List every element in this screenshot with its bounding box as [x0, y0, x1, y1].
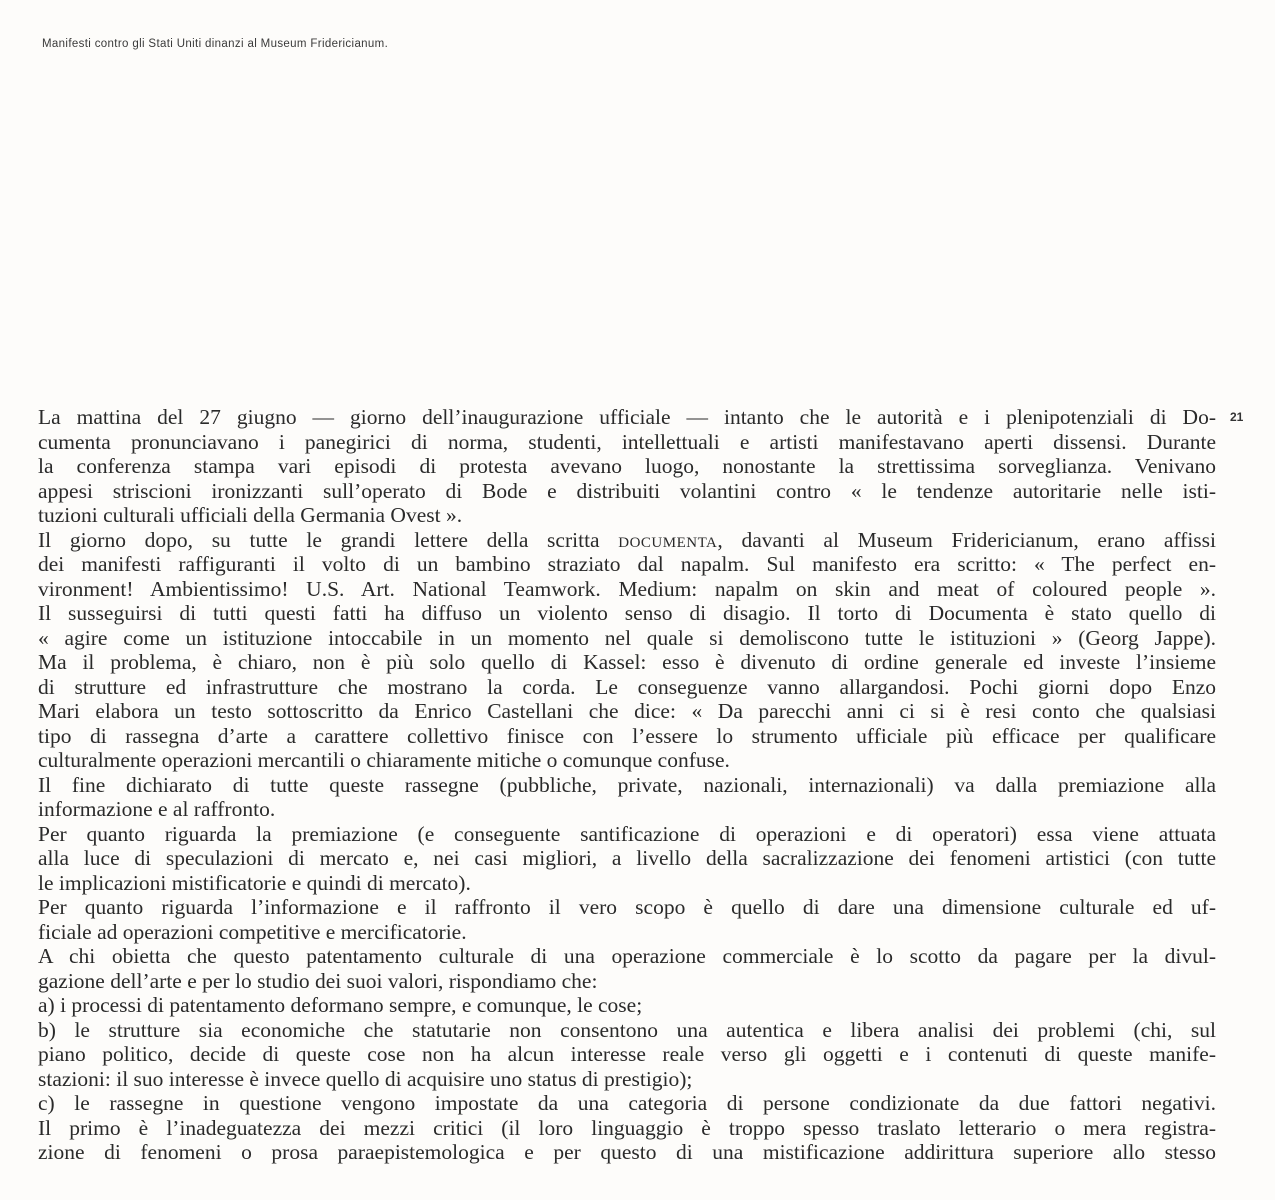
text-line: la conferenza stampa vari episodi di protesta avevano luogo, nonostante la strettissima sorveglianza. Venivano	[38, 454, 1216, 478]
text-line: tuzioni culturali ufficiali della Germania Ovest ».	[38, 503, 463, 527]
text-line	[38, 528, 1216, 553]
text-line: stazioni: il suo interesse è invece quello di acquisire uno status di prestigio);	[38, 1066, 693, 1091]
text-line: b) le strutture sia economiche che statutarie non consentono una autentica e libera analisi dei problemi (chi, sul	[38, 1017, 1216, 1042]
text-line: gazione dell’arte e per lo studio dei suoi valori, rispondiamo che:	[38, 968, 598, 993]
body-text	[38, 405, 1216, 1165]
text-line: dei manifesti raffiguranti il volto di un bambino straziato dal napalm. Sul manifesto era scritto: « The perfect en-	[38, 552, 1216, 576]
text-line: vironment! Ambientissimo! U.S. Art. National Teamwork. Medium: napalm on skin and meat of coloured people ».	[38, 576, 1216, 601]
text-line: alla luce di speculazioni di mercato e, nei casi migliori, a livello della sacralizzazione dei fenomeni artistici (con tutte	[38, 846, 1216, 870]
text-line: « agire come un istituzione intoccabile in un momento nel quale si demoliscono tutte le istituzioni » (Georg Jappe).	[38, 625, 1216, 650]
figure-caption: Manifesti contro gli Stati Uniti dinanzi al Museum Fridericianum.	[42, 38, 389, 50]
text-line: piano politico, decide di queste cose non ha alcun interesse reale verso gli oggetti e i contenuti di queste manife-	[38, 1042, 1216, 1066]
text-line: A chi obietta che questo patentamento culturale di una operazione commerciale è lo scotto da pagare per la divul-	[38, 944, 1216, 968]
text-line: Ma il problema, è chiaro, non è più solo quello di Kassel: esso è divenuto di ordine generale ed investe l’insieme	[38, 650, 1216, 674]
text-line: Il fine dichiarato di tutte queste rassegne (pubbliche, private, nazionali, internazionali) va dalla premiazione alla	[38, 772, 1216, 797]
text-line: Il susseguirsi di tutti questi fatti ha diffuso un violento senso di disagio. Il torto di Documenta è stato quello di	[38, 601, 1216, 625]
text-segment: , davanti al Museum Fridericianum, erano affissi	[717, 527, 1216, 552]
text-line: ficiale ad operazioni competitive e mercificatorie.	[38, 919, 467, 944]
small-caps-word: documenta	[618, 527, 718, 552]
text-line: tipo di rassegna d’arte a carattere collettivo finisce con l’essere lo strumento ufficiale più efficace per qualificare	[38, 723, 1216, 748]
text-line: culturalmente operazioni mercantili o chiaramente mitiche o comunque confuse.	[38, 748, 730, 772]
text-line: Per quanto riguarda l’informazione e il raffronto il vero scopo è quello di dare una dimensione culturale ed uf-	[38, 895, 1216, 919]
text-line: di strutture ed infrastrutture che mostrano la corda. Le conseguenze vanno allargandosi. Pochi giorni dopo Enzo	[38, 674, 1216, 699]
text-line: cumenta pronunciavano i panegirici di norma, studenti, intellettuali e artisti manifestavano aperti dissensi. Durante	[38, 429, 1216, 454]
text-segment: Il giorno dopo, su tutte le grandi lettere della scritta	[38, 527, 619, 552]
text-line: informazione e al raffronto.	[38, 797, 276, 821]
text-line: La mattina del 27 giugno — giorno dell’inaugurazione ufficiale — intanto che le autorità e i plenipotenziali di Do-	[38, 405, 1216, 429]
text-line: zione di fenomeni o prosa paraepistemologica e per questo di una mistificazione addirittura superiore allo stesso	[38, 1140, 1216, 1164]
text-line: le implicazioni mistificatorie e quindi di mercato).	[38, 870, 471, 895]
page-number: 21	[1230, 410, 1244, 424]
text-line: a) i processi di patentamento deformano sempre, e comunque, le cose;	[38, 993, 643, 1017]
text-line: c) le rassegne in questione vengono impostate da una categoria di persone condizionate da due fattori negativi.	[38, 1091, 1216, 1115]
text-line: Il primo è l’inadeguatezza dei mezzi critici (il loro linguaggio è troppo spesso traslato letterario o mera registra-	[38, 1115, 1216, 1140]
text-line: Per quanto riguarda la premiazione (e conseguente santificazione di operazioni e di operatori) essa viene attuata	[38, 821, 1216, 846]
text-line: Mari elabora un testo sottoscritto da Enrico Castellani che dice: « Da parecchi anni ci si è resi conto che qualsiasi	[38, 699, 1216, 723]
text-line: appesi striscioni ironizzanti sull’operato di Bode e distribuiti volantini contro « le tendenze autoritarie nelle isti-	[38, 478, 1216, 503]
